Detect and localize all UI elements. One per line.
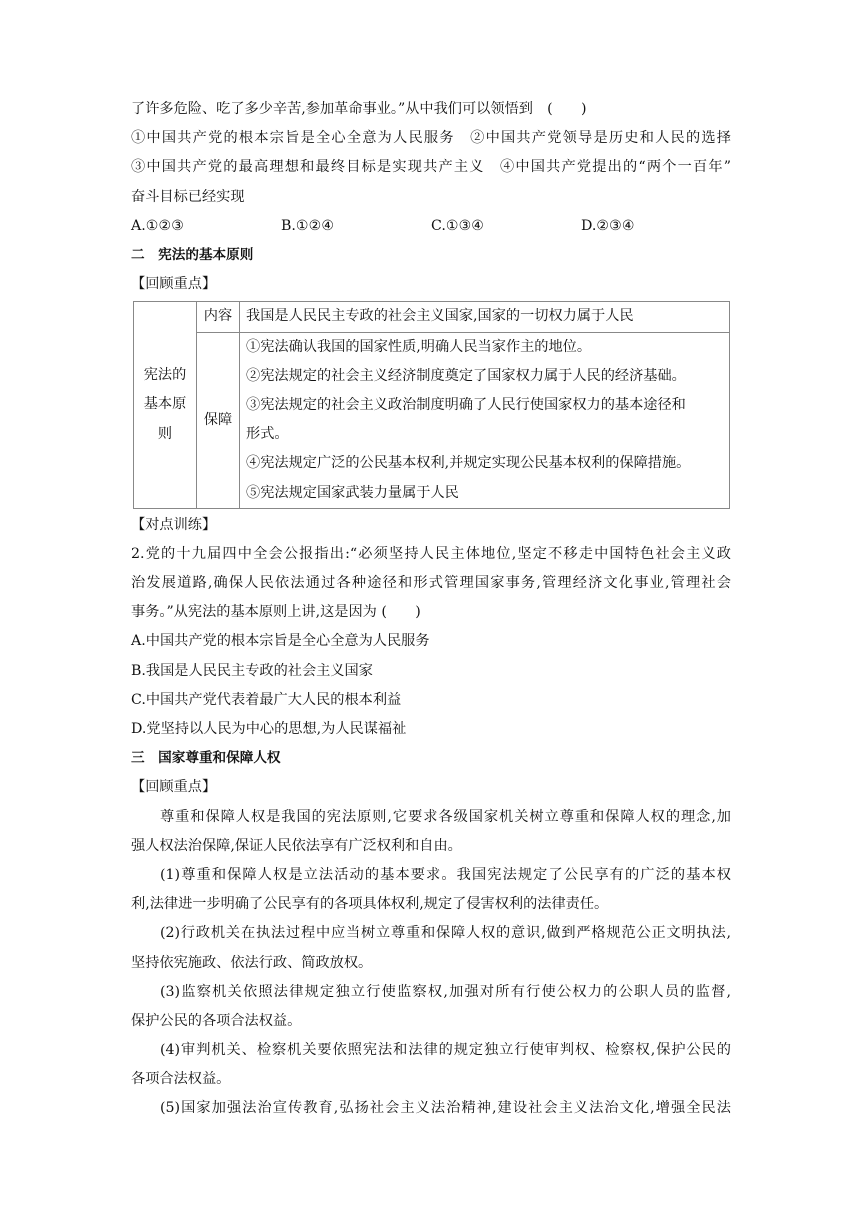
paragraph-line: 利,法律进一步明确了公民享有的各项具体权利,规定了侵害权利的法律责任。 xyxy=(131,896,609,913)
q2-option-d: D.党坚持以人民为中心的思想,为人民谋福祉 xyxy=(131,721,407,738)
paragraph-line: 坚持依宪施政、依法行政、简政放权。 xyxy=(131,954,373,971)
q2-option-c: C.中国共产党代表着最广大人民的根本利益 xyxy=(131,691,402,708)
paragraph-line: 强人权法治保障,保证人民依法享有广泛权利和自由。 xyxy=(131,837,462,854)
q1-statement-line: ①中国共产党的根本宗旨是全心全意为人民服务 ②中国共产党领导是历史和人民的选择 xyxy=(131,130,731,147)
paragraph-line: 各项合法权益。 xyxy=(131,1071,231,1088)
paragraph-line: (2)行政机关在执法过程中应当树立尊重和保障人权的意识,做到严格规范公正文明执法, xyxy=(160,925,731,942)
paragraph-line: (1)尊重和保障人权是立法活动的基本要求。我国宪法规定了公民享有的广泛的基本权 xyxy=(160,866,731,883)
q1-options xyxy=(131,212,731,241)
q1-stem-tail: 了许多危险、吃了多少辛苦,参加革命事业。”从中我们可以领悟到 ( ) xyxy=(131,101,587,117)
practice-label: 【对点训练】 xyxy=(131,516,217,533)
section-heading: 二 宪法的基本原则 xyxy=(131,246,254,263)
paragraph-line: (3)监察机关依照法律规定独立行使监察权,加强对所有行使公权力的公职人员的监督, xyxy=(160,983,731,1000)
q1-option-a: A.①②③ xyxy=(131,217,184,234)
q2-option-b: B.我国是人民民主专政的社会主义国家 xyxy=(131,662,373,679)
guarantee-line: ③宪法规定的社会主义政治制度明确了人民行使国家权力的基本途径和 xyxy=(246,396,686,413)
content-text: 我国是人民民主专政的社会主义国家,国家的一切权力属于人民 xyxy=(240,302,730,332)
guarantee-line: ④宪法规定广泛的公民基本权利,并规定实现公民基本权利的保障措施。 xyxy=(246,455,691,472)
guarantee-text xyxy=(240,332,730,508)
q2-option-a: A.中国共产党的根本宗旨是全心全意为人民服务 xyxy=(131,633,430,650)
section-heading: 三 国家尊重和保障人权 xyxy=(131,750,281,767)
review-label: 【回顾重点】 xyxy=(131,276,217,293)
principle-table xyxy=(133,301,730,508)
review-label: 【回顾重点】 xyxy=(131,779,217,796)
guarantee-line: ②宪法规定的社会主义经济制度奠定了国家权力属于人民的经济基础。 xyxy=(246,367,686,384)
guarantee-line: ①宪法确认我国的国家性质,明确人民当家作主的地位。 xyxy=(246,338,592,355)
q1-statement-line: ③中国共产党的最高理想和最终目标是实现共产主义 ④中国共产党提出的“两个一百年” xyxy=(131,159,731,176)
paragraph-line: 保护公民的各项合法权益。 xyxy=(131,1012,302,1029)
table-row-header: 宪法的 基本原 则 xyxy=(134,302,197,508)
paragraph-line: (4)审判机关、检察机关要依照宪法和法律的规定独立行使审判权、检察权,保护公民的 xyxy=(160,1042,731,1059)
q1-option-c: C.①③④ xyxy=(431,217,485,234)
q1-option-d: D.②③④ xyxy=(581,217,635,234)
paragraph-line: 尊重和保障人权是我国的宪法原则,它要求各级国家机关树立尊重和保障人权的理念,加 xyxy=(160,808,731,825)
content-label: 内容 xyxy=(197,302,240,332)
q2-stem-line: 治发展道路,确保人民依法通过各种途径和形式管理国家事务,管理经济文化事业,管理社会 xyxy=(131,575,731,592)
q1-option-b: B.①②④ xyxy=(281,217,335,234)
paragraph-line: (5)国家加强法治宣传教育,弘扬社会主义法治精神,建设社会主义法治文化,增强全民法 xyxy=(160,1100,731,1117)
q2-stem-line: 事务。”从宪法的基本原则上讲,这是因为 ( ) xyxy=(131,604,421,621)
document-page xyxy=(131,95,731,1124)
q1-statement-line: 奋斗目标已经实现 xyxy=(131,188,245,205)
guarantee-label: 保障 xyxy=(197,332,240,508)
q2-stem-line: 2.党的十九届四中全会公报指出:“必须坚持人民主体地位,坚定不移走中国特色社会主义政 xyxy=(131,545,731,562)
guarantee-line: 形式。 xyxy=(246,426,289,443)
guarantee-line: ⑤宪法规定国家武装力量属于人民 xyxy=(246,484,459,501)
